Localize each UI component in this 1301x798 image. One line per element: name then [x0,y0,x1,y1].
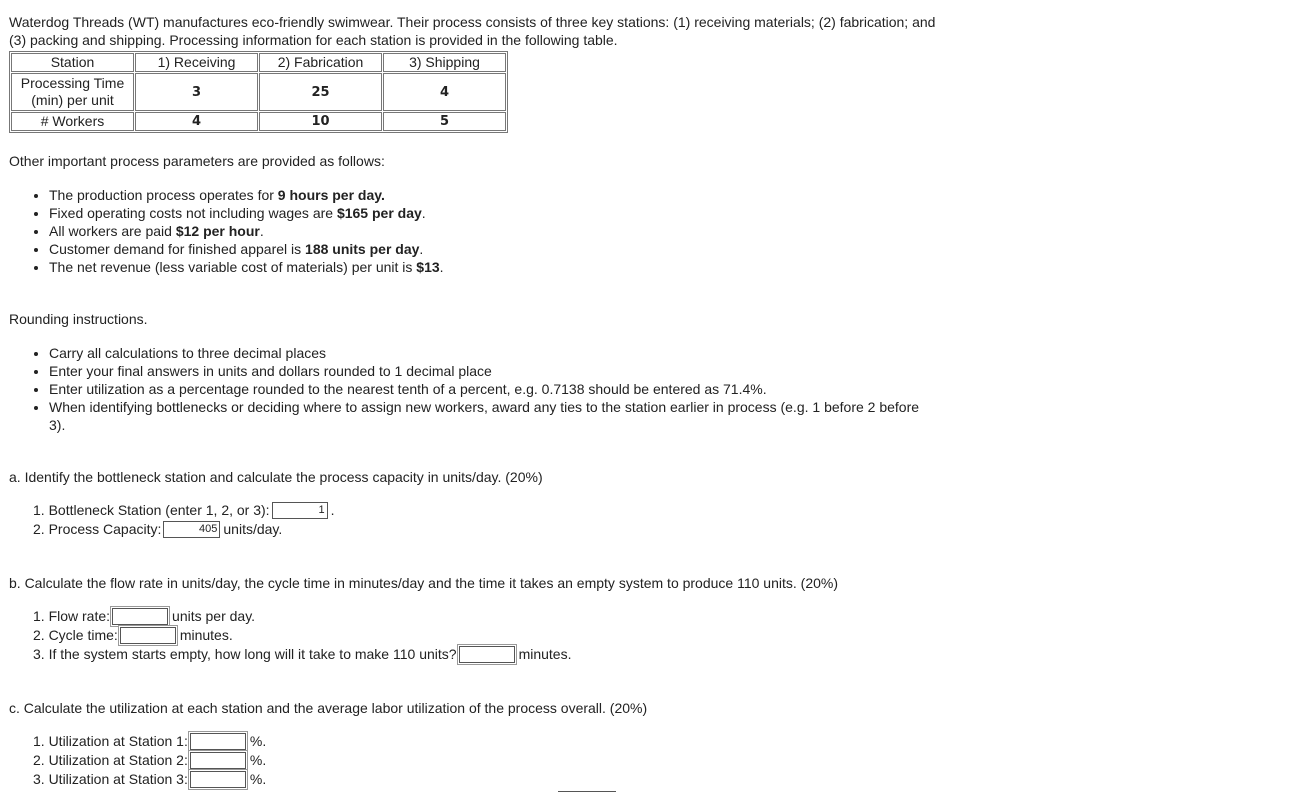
processing-time-label-1: Processing Time [20,75,125,91]
params-intro: Other important process parameters are provided as follows: [9,153,385,169]
table-row [11,73,506,111]
process-capacity-input[interactable]: 405 [163,521,220,538]
list-item: 2. Utilization at Station 2: %. [33,752,267,768]
processing-time-label-2: (min) per unit [31,92,114,108]
list-item: • Enter utilization as a percentage rounded to the nearest tenth of a percent, e.g. 0.7138 should be entered as 71.4%. [49,380,929,398]
table-row [11,112,506,131]
list-item: 1. Flow rate: units per day. [33,608,256,624]
list-item: 2. Process Capacity: 405 units/day. [33,521,283,537]
part-c-question: c. Calculate the utilization at each station and the average labor utilization of the process overall. (20%) [9,700,648,716]
table-header-cell: 2) Fabrication [259,53,382,72]
list-item: • The net revenue (less variable cost of materials) per unit is $13. [49,258,444,276]
station-info-table [9,51,508,133]
table-cell: 10 [259,112,382,131]
list-item: 3. Utilization at Station 3: %. [33,771,267,787]
table-cell: 4 [383,73,506,111]
table-header-cell: 3) Shipping [383,53,506,72]
list-item: • All workers are paid $12 per hour. [49,222,444,240]
time-to-make-units-input[interactable] [459,646,515,663]
list-item: • Customer demand for finished apparel is 188 units per day. [49,240,444,258]
table-cell: 25 [259,73,382,111]
rounding-title: Rounding instructions. [9,311,148,327]
list-item: 3. If the system starts empty, how long will it take to make 110 units? minutes. [33,646,572,662]
part-a-list [33,501,334,539]
table-header-row [11,53,506,72]
part-c-list [33,732,266,789]
list-item: 1. Bottleneck Station (enter 1, 2, or 3): 1 . [33,502,335,518]
cycle-time-input[interactable] [120,627,176,644]
list-item: • Fixed operating costs not including wages are $165 per day. [49,204,444,222]
flow-rate-input[interactable] [112,608,168,625]
list-item: 1. Utilization at Station 1: %. [33,733,267,749]
bottleneck-station-input[interactable]: 1 [272,502,328,519]
list-item: • Carry all calculations to three decimal places [49,344,929,362]
part-b-question: b. Calculate the flow rate in units/day, the cycle time in minutes/day and the time it takes an empty system to produce 110 units. (20%) [9,575,839,591]
table-row-label [11,73,134,111]
table-cell: 4 [135,112,258,131]
list-item: • Enter your final answers in units and dollars rounded to 1 decimal place [49,362,929,380]
intro-paragraph: Waterdog Threads (WT) manufactures eco-friendly swimwear. Their process consists of three key stations: (1) receiving materials; (2) fabrication; and (3) packing and shipping. Processing information for each station is provided in the following table. [9,14,936,48]
table-header-cell: Station [11,53,134,72]
list-item: • When identifying bottlenecks or deciding where to assign new workers, award any ties to the station earlier in process (e.g. 1 before 2 before 3). [49,398,929,434]
list-item: 2. Cycle time: minutes. [33,627,233,643]
table-row-label: # Workers [11,112,134,131]
part-a-question: a. Identify the bottleneck station and calculate the process capacity in units/day. (20%) [9,469,543,485]
part-b-list [33,607,571,664]
list-item: • The production process operates for 9 hours per day. [49,186,444,204]
params-list [27,186,444,276]
table-header-cell: 1) Receiving [135,53,258,72]
utilization-station-2-input[interactable] [190,752,246,769]
utilization-station-1-input[interactable] [190,733,246,750]
table-cell: 3 [135,73,258,111]
table-cell: 5 [383,112,506,131]
rounding-list [27,344,929,434]
utilization-station-3-input[interactable] [190,771,246,788]
